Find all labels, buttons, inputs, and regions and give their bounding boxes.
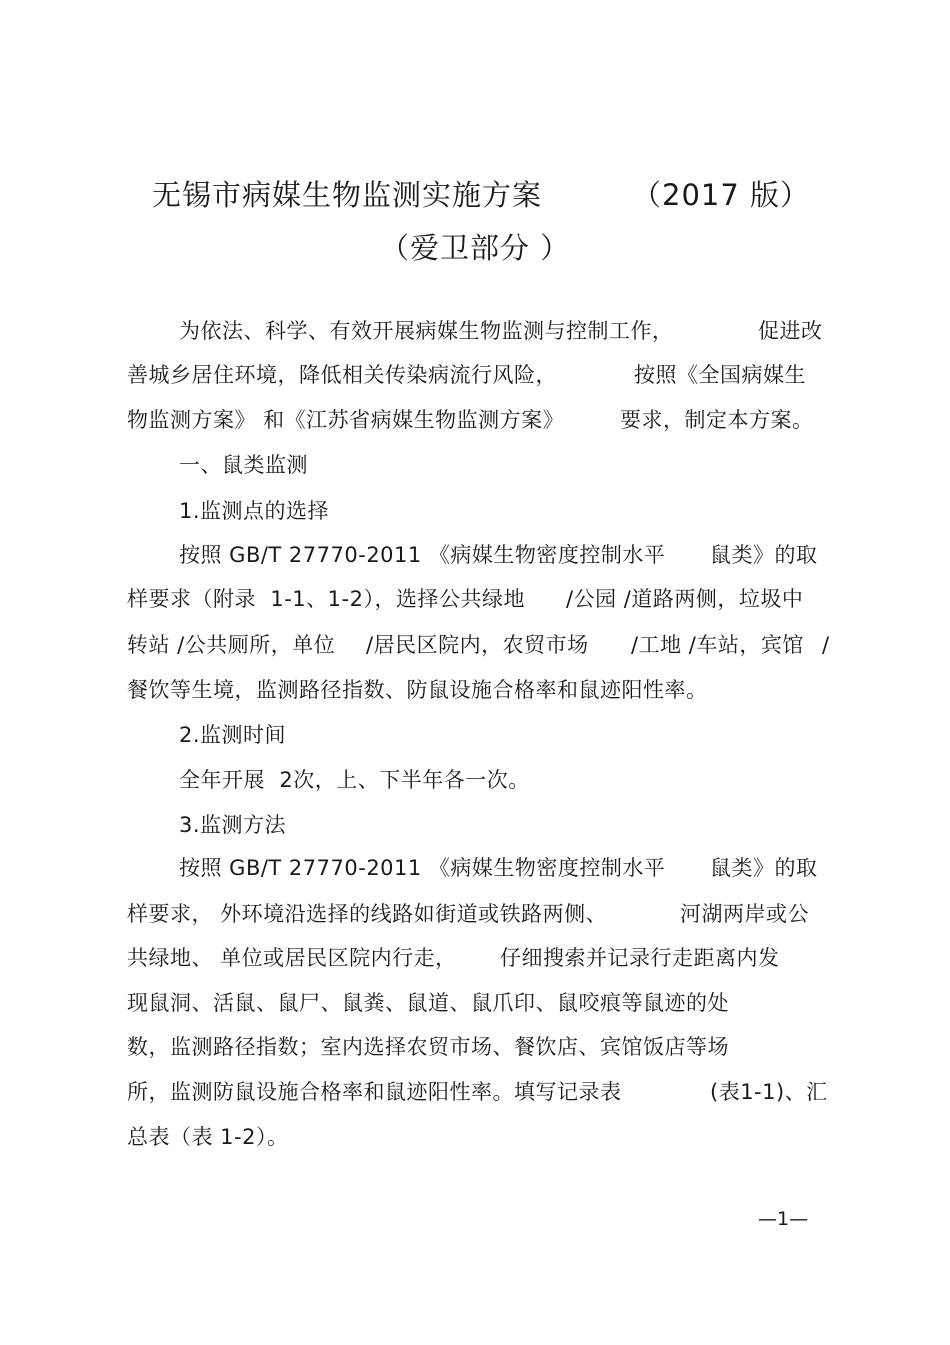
s1-line-3d: / [822,633,830,657]
intro-line-3b: 要求，制定本方案。 [620,408,814,432]
intro-line-2b: 按照《全国病媒生 [634,363,806,387]
s1-line-1b: 鼠类》的取 [710,543,818,567]
s1-line-3b: /居民区院内，农贸市场 [366,633,589,657]
s3-line-4: 现鼠洞、活鼠、鼠尸、鼠粪、鼠道、鼠爪印、鼠咬痕等鼠迹的处 [127,991,729,1015]
intro-line-1a: 为依法、科学、有效开展病媒生物监测与控制工作， [179,319,674,343]
subsection-1-title: 1.监测点的选择 [179,499,330,523]
page-number: —1— [758,1208,809,1230]
s3-line-3a: 共绿地、 单位或居民区院内行走， [127,946,457,970]
s3-line-6b: (表1-1)、汇 [710,1080,828,1104]
s3-line-5: 数，监测路径指数；室内选择农贸市场、餐饮店、宾馆饭店等场 [127,1035,729,1059]
s1-line-2a: 样要求（附录 1-1、1-2），选择公共绿地 [127,587,525,611]
s3-line-7: 总表（表 1-2）。 [127,1125,289,1149]
document-title: 无锡市病媒生物监测实施方案 [152,178,543,212]
s3-line-6a: 所，监测防鼠设施合格率和鼠迹阳性率。填写记录表 [127,1080,622,1104]
intro-line-3a: 物监测方案》 和《江苏省病媒生物监测方案》 [127,408,565,432]
s1-line-3c: /工地 /车站，宾馆 [631,633,804,657]
s1-line-4: 餐饮等生境，监测路径指数、防鼠设施合格率和鼠迹阳性率。 [127,678,708,702]
s3-line-1a: 按照 GB/T 27770-2011 《病媒生物密度控制水平 [179,856,666,880]
s3-line-3b: 仔细搜索并记录行走距离内发 [500,946,780,970]
s3-line-2a: 样要求， 外环境沿选择的线路如街道或铁路两侧、 [127,902,608,926]
section-heading: 一、鼠类监测 [179,453,308,477]
document-subtitle: （爱卫部分 ） [380,231,571,265]
s1-line-3a: 转站 /公共厕所，单位 [127,633,336,657]
s1-line-1a: 按照 GB/T 27770-2011 《病媒生物密度控制水平 [179,543,666,567]
subsection-3-title: 3.监测方法 [179,813,287,837]
s1-line-2b: /公园 /道路两侧，垃圾中 [566,587,804,611]
intro-line-1b: 促进改 [758,319,823,343]
s3-line-2b: 河湖两岸或公 [680,902,809,926]
intro-line-2a: 善城乡居住环境，降低相关传染病流行风险， [127,363,557,387]
s2-line-1: 全年开展 2次，上、下半年各一次。 [179,768,530,792]
document-title-year: （2017 版） [632,178,811,212]
subsection-2-title: 2.监测时间 [179,723,287,747]
s3-line-1b: 鼠类》的取 [710,856,818,880]
